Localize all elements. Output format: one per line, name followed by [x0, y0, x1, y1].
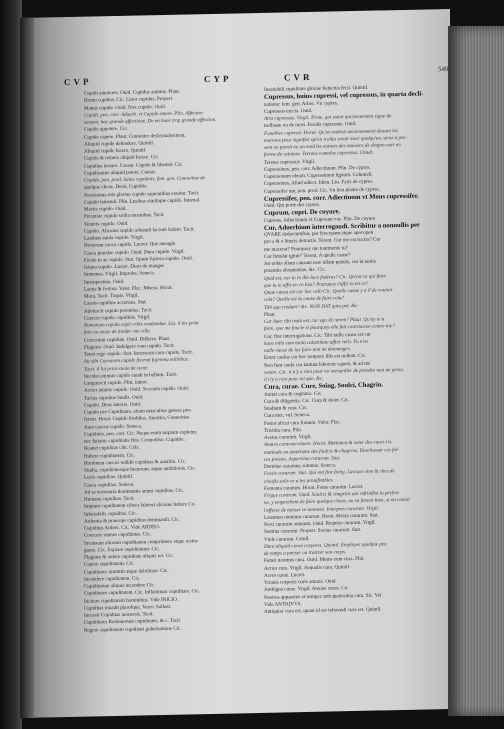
text-line: Lucis cupiditas. Quintil. — [84, 473, 134, 481]
text-line: Tristitia cura. Plin. — [264, 426, 303, 434]
text-line: Vnde curarum. Catull. — [264, 535, 310, 543]
text-line: Intempestiua. Ouid. — [84, 278, 125, 286]
text-line: Adolescit cupido potentiae. Tacit. — [84, 306, 153, 315]
text-line: Cupidinis, pen. corr. Cic. Neque enim turpiam expletur, — [84, 429, 198, 438]
text-line: que tu te affis en ce lieu? Pourquoy t'affis tu en ce? — [264, 280, 369, 289]
text-line: Reanet cupiditas cibi. Cels. — [84, 444, 140, 452]
text-line: Tibi ego credam? &c. NON DAT quia pol. &c. — [264, 302, 359, 311]
text-line: Aliquid cupide facere. Quintil. — [84, 147, 147, 155]
text-line: Erunt caufae cur hoc tempore illis est nollem. Cic. — [264, 352, 367, 362]
text-line: Cupressifer um, pen. prod. Cic. Vn lieu plante de cypres. — [264, 185, 380, 195]
text-line: cela? Quelle est la cause de faire cela? — [264, 295, 345, 304]
text-line: Coercet cupido cupidinis. Virgil. — [84, 314, 151, 322]
text-line: Cupressifer, pen. corr. Adiectiuum vt Mons cupressifer. — [264, 192, 419, 203]
text-line: Futuri nominis cura. Ouid. Minus eum cura. Plin. — [264, 556, 365, 565]
text-line: Quae causa est cur hoc velit Cic. Quelle cause y a il de vouloir — [264, 287, 393, 296]
text-line: Ita sibi Caesarem cupido fecerat fuprema militibus. — [84, 356, 190, 365]
text-line: Cupidi, pen. corr. Aduerb. vt Cupide emere. Plin. Affectuo- — [84, 109, 204, 119]
text-line: Caeca praedae cupido. Ouid. Dura cupido. Virgil. — [84, 248, 185, 257]
text-line: Incensum aliorum cupiditatem comprimere atque restin- — [84, 537, 199, 547]
page-number: 549 — [438, 65, 449, 74]
text-line: Cura met, vul. Seneca. — [264, 412, 311, 420]
text-line: Cur fimulat igitur? Terent. A quelle cause? — [264, 251, 351, 260]
text-line: Cupidi amatores. Ouid. Cupidus animus. Plaut. — [84, 88, 181, 97]
text-line: Incendere cupiditatem. Cic. — [84, 575, 141, 583]
text-line: sent on paroit ou on tend les entrees des maisons de drapes noir en — [264, 142, 401, 151]
left-text-column — [84, 87, 244, 650]
running-head-left: CVP — [64, 76, 92, 88]
text-line: me macerat? Pourquoy me tourmente tu? — [264, 244, 348, 253]
text-line: maisons pour signifier qu'en icelles estoit mort quelqu'un, ainsi a pre- — [264, 134, 407, 144]
text-line: hunc mihi eum tanta calamitate affixi velis. Tu n'as — [264, 338, 368, 347]
text-line: Impium cupiditatem cibera faluteri alicuius habere Ce- — [84, 501, 196, 510]
text-line: Capere cupiditatem. Cic. — [84, 560, 135, 568]
text-line: Antiquior cura est, quam id est inferendi cura est. Quintil. — [264, 606, 382, 615]
text-line: Aliquid cupide defendere. Quintil. — [84, 139, 155, 148]
text-line: Flagrare & ardere cupiditate aliquis rei. Cic. — [84, 552, 174, 561]
text-line: Mora. Tacit. Turpis. Virgil. — [84, 292, 139, 300]
text-line: Lenamen omnium curarum. Horat. Moles curarum. Stat. — [264, 512, 379, 521]
text-line: Cupiditates immittit atque debilitare. Cic. — [84, 567, 169, 576]
text-line: Cupiditas inuadit plerofque. Varro. Sallust. — [84, 603, 172, 612]
text-line: Vide ANTIQVVS. — [264, 600, 302, 608]
text-line: Cupide & temere aliquid facere. Cic. — [84, 154, 160, 162]
text-line: Nostras apparatus et semper anticipatissima cura. Sic. Vel — [264, 591, 382, 601]
text-line: ces prestes. Aspertiina curarum. Stat. — [264, 455, 341, 463]
text-line: l'effecte de laisser ce moment. Interpres curarum. Virgil. — [264, 504, 379, 514]
text-line: Teretes cupressus. Virgil. — [264, 158, 316, 166]
text-line: faire, que me foucie si pourquoy elle fait courroucee contre toy? — [264, 323, 395, 333]
text-line: Cur, fine interrogatione. Cic. Tibi nulla causa est cur — [264, 331, 371, 340]
text-line: Auet caecus cupido. Seneca. — [84, 422, 143, 431]
text-line: Habere cupiditatem. Cic. — [84, 452, 135, 460]
text-line: foin ou enuie de fonder vne ville. — [84, 328, 151, 336]
text-line: Cupiditates Romanorum cupiditates, & c. Tacit. — [84, 617, 182, 626]
text-line: Flagrare. Ouid. Indulgere cum cupido. Tacit. — [84, 342, 175, 351]
text-line: Cura, curae. Cure, Soing, Soulci, Chagrin. — [264, 381, 384, 392]
text-line: nec fatiatur cupiditatis fitis. Conuoitise, Cupidite. — [84, 436, 185, 445]
text-line: Cupido. Deus amoris. Ouid. — [84, 401, 142, 409]
text-line: Incessit Cupiditas ueruersis. Tacit. — [84, 611, 154, 619]
text-line: Mortis cupido. Ouid. — [84, 205, 127, 213]
text-line: Studia, cupiditatesque honorum, atque ambitionis. Cic. — [84, 465, 196, 474]
right-text-column — [264, 83, 450, 647]
text-line: Cupressinum oleum. Cupressinum lignum. Columell. — [264, 171, 373, 180]
text-line: Atra cupressus. Virgil. Triste, qui estoit anciennement signe de — [264, 113, 392, 122]
text-line: QVARE deductumfuir, per fyncopam atque apocopen — [264, 229, 374, 238]
text-line: Cupiditas Ardere. Cic. Vide ARDEO. — [84, 524, 161, 532]
text-line: Laetis & festiua. Valer. Flac. Misera. Horat. — [84, 284, 173, 293]
text-line: Cur haec tibi irata est, cur ego id curem? Plaut. Qu'ay ie a — [264, 316, 385, 325]
text-line: Immensa. Virgil. Improba. Seneca. — [84, 270, 155, 278]
text-line: Cupressinus, pen. corr. Adiectiuum. Plin. De cypres. — [264, 164, 371, 173]
text-line: Laudum auida cupido. Virgil. — [84, 234, 144, 242]
running-head-center: CYP — [204, 73, 232, 85]
text-line: Regere cupiditatem cupiditati gubernatione Cic. — [84, 625, 182, 634]
binding-gutter-shadow — [20, 18, 34, 718]
text-line: Homo cupidus. Cic. Liuor cupidus. Propert. — [84, 96, 174, 104]
text-line: nulle cause de luy faire tant de dommages. — [264, 346, 351, 354]
text-line: Cupido, pen. prod. huius cupidinis, fem. gen. Conuoitise de — [84, 175, 205, 184]
text-line: Frigus curarum. Ouid. Soulcis & chagrins qui refroidist la perfon- — [264, 490, 400, 499]
text-line: Ad se terrenaria dominantis animi cupiditas. Cic. — [84, 487, 184, 496]
text-line: Hominem caecos redidit cupiditas & auaritia. Cic. — [84, 458, 187, 467]
text-line: Non funt caufa cur tantum laborem capere, & ad me — [264, 360, 371, 369]
text-line: il n'y a rien pour toi que, &c. — [264, 375, 324, 383]
text-line: Foeda tu ae cupido. Stat. Opum furiosa cupido. Ouid. — [84, 255, 193, 264]
text-line: Cupressus erecta. Ouid. — [264, 107, 313, 115]
text-line: Acrior animis cupido. Ouid. Seconda cupido. Ouid. — [84, 385, 189, 394]
text-line: Ambigua curae. Virgil. Anxiae curae. Cic. — [264, 585, 350, 594]
text-line: Vrianis corporis curis amaris. Ouid. — [264, 578, 337, 586]
text-line: Cupiditates cupiditatem. Cic. Inflammari cupiditate. Cic. — [84, 588, 200, 597]
text-line: Cupide appetere. Cic. — [84, 125, 129, 133]
text-line: trefbaste ou de mort. Feralis cupressus. Ouid. — [264, 121, 357, 130]
text-line: Plaut. — [264, 311, 276, 318]
text-line: Semina curarum. Propert. Socius curarum. Stat. — [264, 527, 362, 536]
text-line: Caeca cupiditas. Seneca. — [84, 481, 135, 489]
text-line: natione: fem. gen. Arbor. Vn cypres. — [264, 99, 339, 108]
text-line: ne, y empeschent de faire quelque chose, ou en fenont bien, si on conoit — [264, 497, 410, 507]
text-line: Fessis curarum. Stat. Qui ont fine foing, Lascues sine & ches de — [264, 468, 395, 478]
text-line: Inferiabilis cupiditas. Cic. — [84, 510, 137, 518]
text-line: Humana cupiditas. Tacit. — [84, 495, 135, 503]
text-line: Amara curarum eluere. Horat. Mettoient & oster des cours l'a- — [264, 439, 393, 449]
text-line: Cupido pro Cupidinare, etiam masculino genere pro- — [84, 407, 192, 416]
text-line: quelque chose, Desir, Cupidite. — [84, 183, 148, 191]
text-line: An uobis aliam causam esse ullam putatis, cur in tantis — [264, 258, 376, 267]
text-line: Dare aliquid curae corporis. Quintil. Employer quelque peu — [264, 541, 387, 550]
text-line: Cupide capere. Plaut. Conuoiter desloyaulsement. — [84, 132, 186, 141]
running-head-right: CVR — [284, 71, 313, 83]
book-page — [20, 9, 450, 718]
text-line: de temps a panser ou traicter son corps. — [264, 549, 347, 557]
text-line: Romanum cupido cepit vrbis condendae. Liu. il les print — [84, 320, 199, 329]
text-line: Honorum caeca cupido. Lucret. Que aueugle. — [84, 240, 177, 249]
text-line: Studium & cura. Cic. — [264, 404, 308, 412]
text-line: Incedat animus cupido eundi in bellum. Tacit. — [84, 371, 178, 380]
text-line: Cuprum, cupri. De cuyure. — [264, 208, 341, 218]
text-line: Acres curae. Lucret. — [264, 571, 306, 579]
text-line: Aestus curarum. Virgil. — [264, 433, 312, 441]
text-line: Laesis cupidine accensus. Stat. — [84, 299, 147, 307]
text-line: venire. Cic. il n'y a rien pour toi merueiller de prendre tant de peine, — [264, 366, 405, 376]
text-line: Cupidissime aliquid petere. Caesar. — [84, 168, 157, 177]
left-page-edge — [0, 0, 22, 729]
text-line: sement, hac grande affectione, De ea hunc trop grande affection. — [84, 116, 217, 126]
text-line: Tactus cupidine laudis. Ouid. — [84, 393, 144, 402]
text-line: Domitae curarum, somnus. Seneca. — [264, 462, 337, 470]
text-line: Tacit. il lui print enuie de veoir. — [84, 364, 149, 373]
text-line: Manus cupide. Ouid. Nox cupido. Ouid. — [84, 103, 166, 112]
text-line: Ouid. Qui porte des cypres. — [264, 201, 321, 209]
text-line: Acrior cura. Virgil. Aequalis cura. Quintil. — [264, 563, 351, 572]
text-line: Ieiuna cupido. Lucret. Desir de manger. — [84, 262, 165, 271]
text-line: Pecuniae cupido solita moenibus. Tacit. — [84, 212, 165, 220]
text-line: Cupiditatum aliquis incendere Cic. — [84, 582, 156, 590]
text-line: Coercere omnes cupiditates. Cic. — [84, 531, 152, 539]
text-line: Veneris cupido. Ouid. — [84, 220, 129, 228]
text-line: praemiis eloquentiae, &c. Cic. — [264, 266, 326, 275]
text-line: Insatiabili cupiditate gloriae feductus fecit. Quintil. — [264, 84, 369, 93]
text-line: Nostissima mis gloriae cupido sapientibus exuitur. Tacit. — [84, 189, 200, 199]
text-line: Tenet ergo cupido. Stat. Incesserat cum cupido. Tacit. — [84, 349, 194, 358]
text-line: Fomenta curarum. Horat. Fonts curarum. Lucret. — [264, 483, 364, 492]
text-line: Cura & diligentia. Cic. Cura & dolor. Cic. — [264, 396, 350, 405]
text-line: Cupido. Alicuius cupido adeundi facrum fedem. Tacit. — [84, 226, 195, 235]
text-line: chosfis solis ce a les prouifitables. — [264, 476, 334, 485]
text-line: matitude ou amertume des foulcis & chagrins, Deschasser ces fol- — [264, 446, 400, 456]
text-line: Cupidius instare. Caesar. Cupide & libenter. Cic. — [84, 161, 184, 170]
text-line: Cupreus, Adiectiuum vt Cupreum vas. Plin. De cuyure. — [264, 215, 377, 224]
text-line: Ardentia & praeceps cupiditas dominandi. Cic. — [84, 516, 180, 525]
text-line: Animi cura & cogitatio. Cic. — [264, 390, 323, 398]
text-line: Languescit cupido. Plin. iunior. — [84, 379, 148, 387]
text-line: forme de ceinture. Tectura cumulus cupressus. Claud. — [264, 149, 374, 159]
text-line: Noxi curarum autumni. Ouid. Requies curarum. Virgil. — [264, 519, 376, 528]
text-line: guere. Cic. Expiare cupiditatum. Cic. — [84, 545, 160, 554]
text-line: Funebres cupressi. Horat. Qu'on mettoit anciennement deuant les — [264, 127, 398, 137]
text-line: ferent. Horat. Cupido fordidus. Auaritia, Conuoitise. — [84, 414, 191, 423]
text-line: Cupressus, huius cupressi, vel cupressus, in quarta decli- — [264, 90, 424, 102]
text-line: Quid est, cur tu in illo loco federas? Cic. Qu'est ce qui faict — [264, 272, 386, 282]
text-line: Cur, Aduerbium interrogandi. Scribitur a nonnullis per — [264, 221, 420, 232]
page-edges — [448, 26, 504, 716]
text-line: pro a & e litteris detractis. Terent. Cur me excrucias? Cur — [264, 236, 381, 246]
text-line: Cupido habendi. Plin. Lusibus similique cupido. Iuuenal. — [84, 196, 201, 206]
text-line: Coercitum cupidine. Ouid. Differre. Plaut. — [84, 335, 171, 344]
text-line: Cupressinus, Aliud adiect. Idem. Liu. Faict de cypres. — [264, 178, 374, 188]
text-line: Incitare cupiditatem hominibus. Vide INICIO. — [84, 596, 179, 605]
text-line: Potior alicui cura fronum. Valer. Flac. — [264, 418, 341, 427]
